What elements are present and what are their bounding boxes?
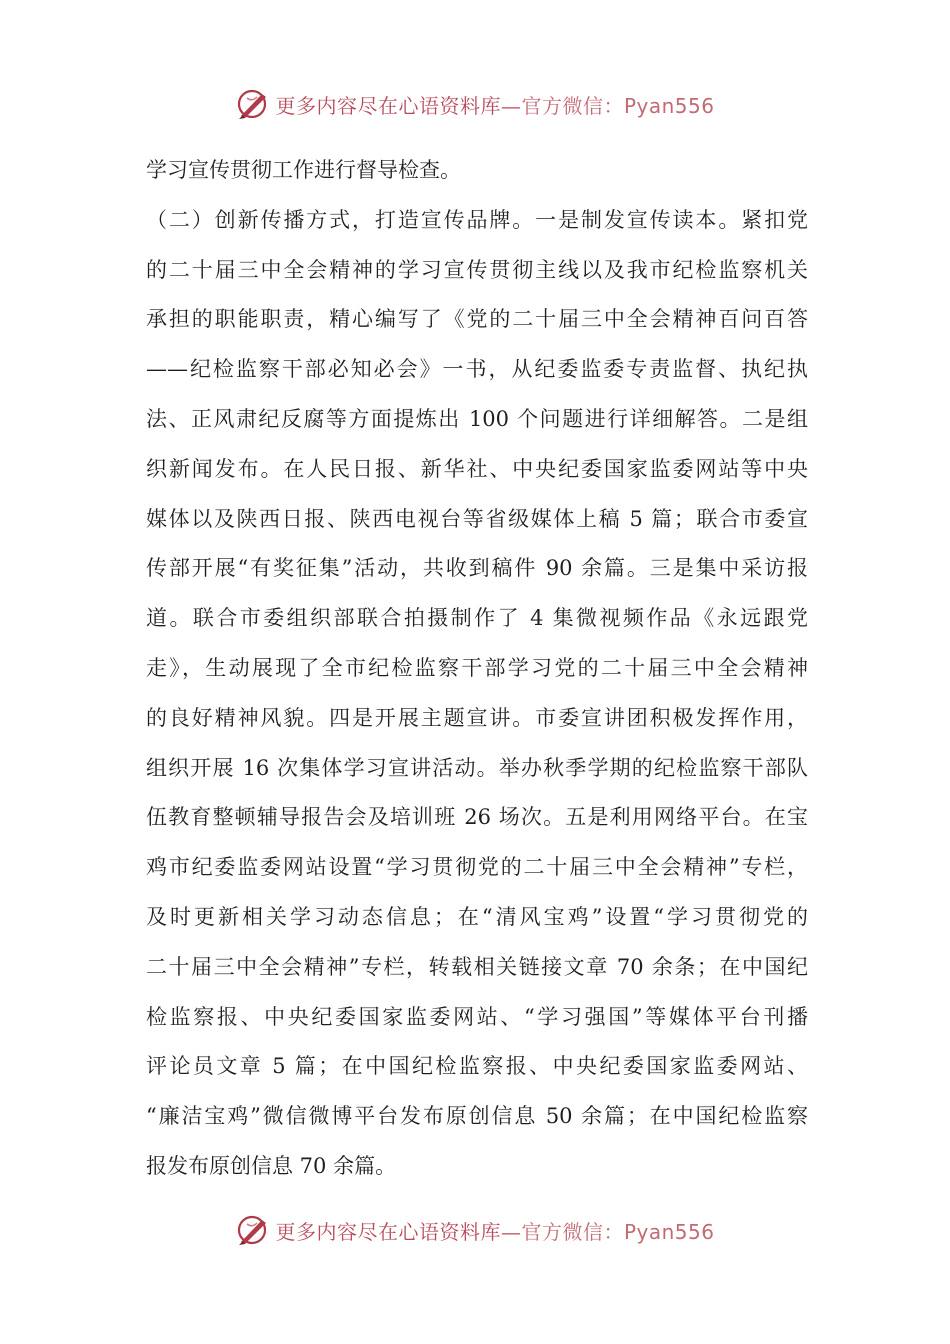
footer-wechat: 官方微信：Pyan556: [521, 1219, 715, 1244]
pen-logo-icon: [235, 86, 271, 122]
header-banner: [0, 84, 950, 124]
text-line: 法、正风肃纪反腐等方面提炼出 100 个问题进行详细解答。二是组: [146, 406, 808, 431]
text-line: 组织开展 16 次集体学习宣讲活动。举办秋季学期的纪检监察干部队: [146, 755, 808, 780]
text-line: ——纪检监察干部必知必会》一书，从纪委监委专责监督、执纪执: [146, 357, 808, 382]
text-line: 二十届三中全会精神”专栏，转载相关链接文章 70 余条；在中国纪: [146, 954, 808, 979]
header-prefix: 更多内容尽在心语资料库—: [275, 93, 522, 118]
text-line: 评论员文章 5 篇；在中国纪检监察报、中央纪委国家监委网站、: [146, 1054, 808, 1079]
pen-logo-icon: [235, 1212, 271, 1248]
text-line: 走》，生动展现了全市纪检监察干部学习党的二十届三中全会精神: [146, 655, 808, 680]
text-line: 道。联合市委组织部联合拍摄制作了 4 集微视频作品《永远跟党: [146, 606, 808, 631]
text-line: “廉洁宝鸡”微信微博平台发布原创信息 50 余篇；在中国纪检监察: [146, 1104, 808, 1129]
text-line: 织新闻发布。在人民日报、新华社、中央纪委国家监委网站等中央: [146, 456, 808, 481]
text-line: 伍教育整顿辅导报告会及培训班 26 场次。五是利用网络平台。在宝: [146, 805, 808, 830]
text-line: 报发布原创信息 70 余篇。: [146, 1153, 397, 1178]
text-line: 传部开展“有奖征集”活动，共收到稿件 90 余篇。三是集中采访报: [146, 556, 808, 581]
text-line: 学习宣传贯彻工作进行督导检查。: [146, 158, 461, 182]
text-line: （二）创新传播方式，打造宣传品牌。一是制发宣传读本。紧扣党: [146, 207, 808, 232]
header-text: [275, 90, 714, 119]
text-line: 的二十届三中全会精神的学习宣传贯彻主线以及我市纪检监察机关: [146, 257, 808, 282]
text-line: 的良好精神风貌。四是开展主题宣讲。市委宣讲团积极发挥作用，: [146, 705, 808, 730]
footer-prefix: 更多内容尽在心语资料库—: [275, 1219, 522, 1244]
text-line: 及时更新相关学习动态信息；在“清风宝鸡”设置“学习贯彻党的: [146, 904, 808, 929]
text-line: 媒体以及陕西日报、陕西电视台等省级媒体上稿 5 篇；联合市委宣: [146, 506, 808, 531]
text-line: 鸡市纪委监委网站设置“学习贯彻党的二十届三中全会精神”专栏，: [146, 855, 808, 880]
footer-banner: [0, 1210, 950, 1250]
document-body: [146, 146, 808, 1192]
text-line: 检监察报、中央纪委国家监委网站、“学习强国”等媒体平台刊播: [146, 1004, 808, 1029]
text-line: 承担的职能职责，精心编写了《党的二十届三中全会精神百问百答: [146, 307, 808, 332]
header-wechat: 官方微信：Pyan556: [521, 93, 715, 118]
footer-text: [275, 1216, 714, 1245]
